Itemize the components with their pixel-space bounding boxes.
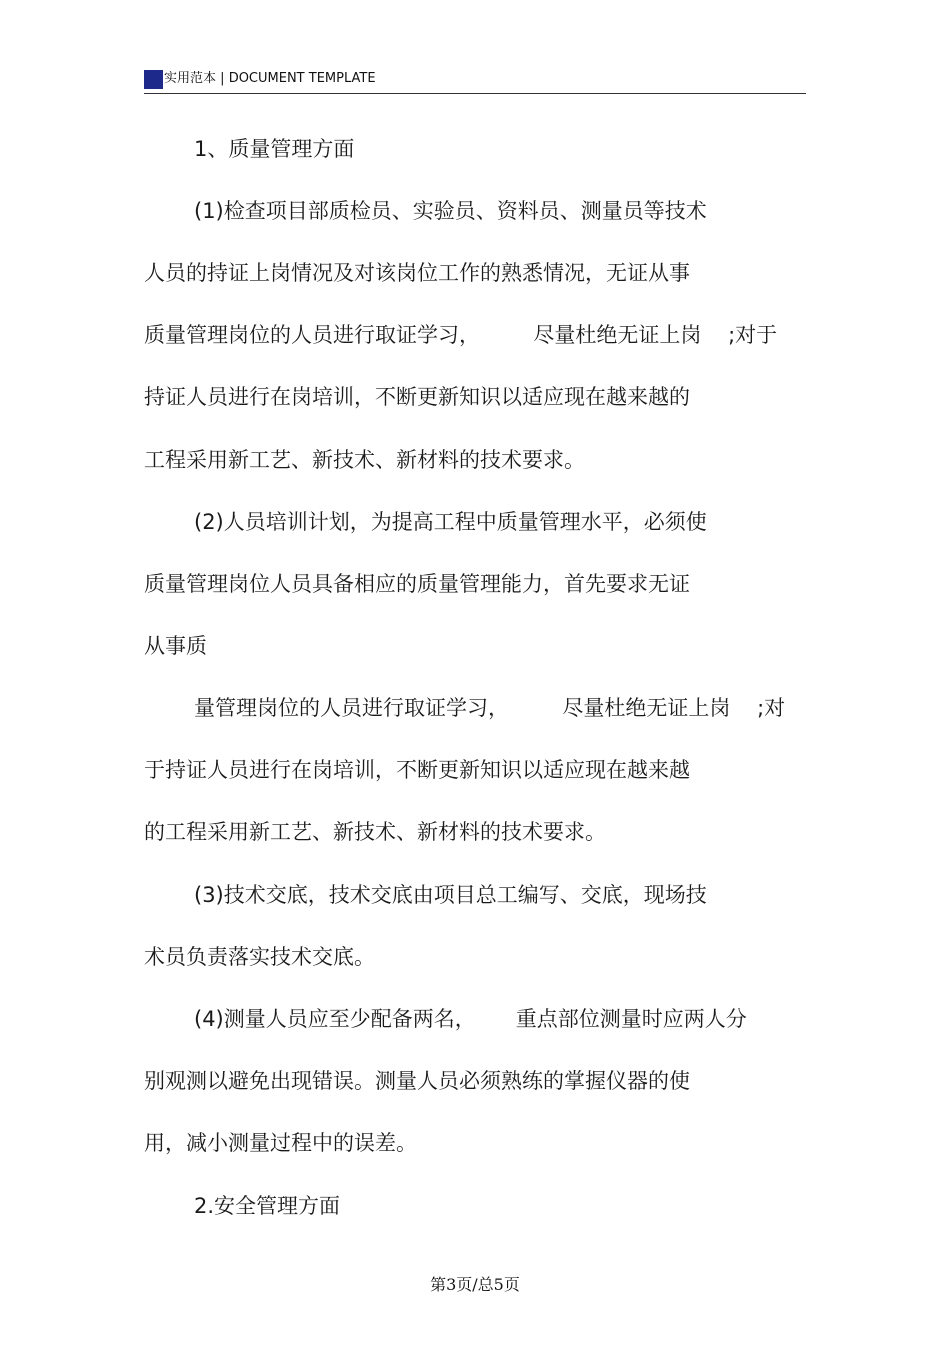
paragraph-line: 质量管理岗位的人员进行取证学习， 尽量杜绝无证上岗 ;对于 [144, 323, 778, 347]
paragraph-line: 用，减小测量过程中的误差。 [144, 1131, 417, 1155]
header-divider [144, 93, 806, 94]
header-title: DOCUMENT TEMPLATE [228, 71, 376, 86]
paragraph-line: 工程采用新工艺、新技术、新材料的技术要求。 [144, 448, 585, 472]
header-brand: 实用范本 [164, 71, 217, 86]
paragraph-line: (2)人员培训计划，为提高工程中质量管理水平，必须使 [194, 510, 707, 534]
section-heading: 1、质量管理方面 [194, 137, 355, 161]
page-footer [0, 1275, 950, 1295]
paragraph-line: 的工程采用新工艺、新技术、新材料的技术要求。 [144, 820, 606, 844]
paragraph-line: 从事质 [144, 634, 207, 658]
paragraph-line: 人员的持证上岗情况及对该岗位工作的熟悉情况，无证从事 [144, 261, 690, 285]
paragraph-line: 术员负责落实技术交底。 [144, 945, 375, 969]
section-heading: 2.安全管理方面 [194, 1194, 341, 1218]
paragraph-line: 量管理岗位的人员进行取证学习， 尽量杜绝无证上岗 ;对 [194, 696, 786, 720]
header-separator: | [220, 71, 225, 86]
paragraph-line: (4)测量人员应至少配备两名， 重点部位测量时应两人分 [194, 1007, 747, 1031]
paragraph-line: (1)检查项目部质检员、实验员、资料员、测量员等技术 [194, 199, 707, 223]
paragraph-line: (3)技术交底，技术交底由项目总工编写、交底，现场技 [194, 883, 707, 907]
paragraph-line: 持证人员进行在岗培训，不断更新知识以适应现在越来越的 [144, 385, 690, 409]
paragraph-line: 别观测以避免出现错误。测量人员必须熟练的掌握仪器的使 [144, 1069, 690, 1093]
page-number: 第3页/总5页 [430, 1275, 520, 1294]
header-text [164, 70, 376, 88]
paragraph-line: 于持证人员进行在岗培训，不断更新知识以适应现在越来越 [144, 758, 690, 782]
page-header [144, 68, 806, 94]
logo-square-icon [144, 70, 163, 89]
paragraph-line: 质量管理岗位人员具备相应的质量管理能力，首先要求无证 [144, 572, 690, 596]
